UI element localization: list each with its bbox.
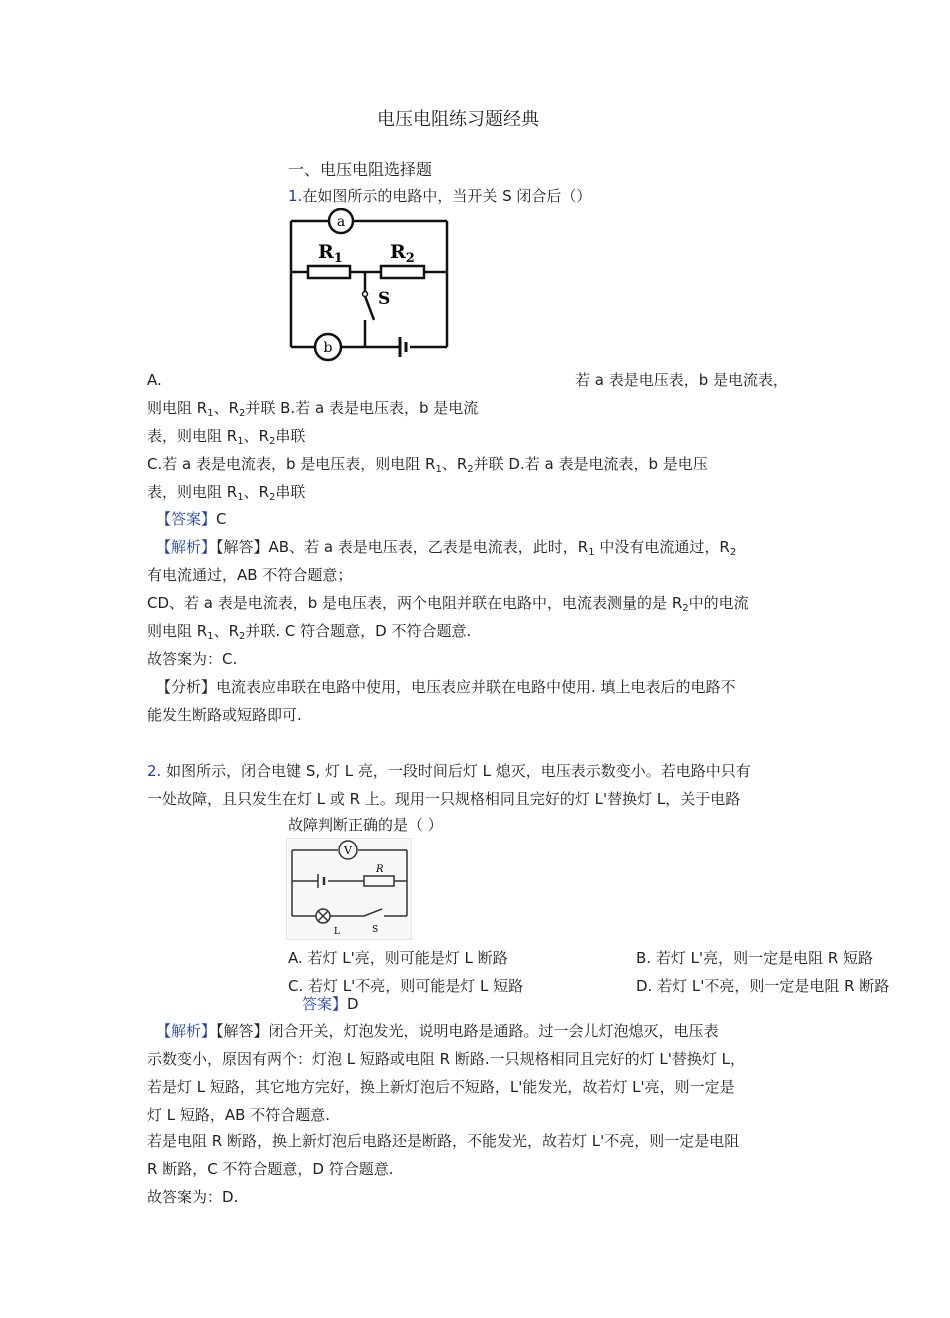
q1-option-line-2: 则电阻 $R_1$、$R_2$并联 B.若 a 表是电压表，b 是电流 xyxy=(147,399,479,419)
q2-option-b: B. 若灯 L'亮，则一定是电阻 R 短路 xyxy=(636,949,874,967)
q1-r1-label: $R_1$ xyxy=(318,241,343,266)
q1-answer xyxy=(156,509,227,529)
q1-stem-text: 在如图所示的电路中，当开关 S 闭合后（） xyxy=(302,187,592,205)
q1-answer-tag: 【答案】 xyxy=(156,510,217,528)
q1-r2-label: $R_2$ xyxy=(390,241,415,266)
q1-number: 1. xyxy=(288,187,303,205)
q2-option-a: A. 若灯 L'亮，则可能是灯 L 断路 xyxy=(288,949,508,967)
q2-resistor-label: R xyxy=(376,864,384,875)
q2-stem-line-2: 一处故障，且只发生在灯 L 或 R 上。现用一只规格相同且完好的灯 L'替换灯 L，关于电路 xyxy=(147,790,741,808)
q2-stem-line-3: 故障判断正确的是（ ） xyxy=(288,816,443,834)
q1-option-a-head: A. xyxy=(147,371,162,389)
q2-analysis-line-5: 若是电阻 R 断路，换上新灯泡后电路还是断路，不能发光，故若灯 L'不亮，则一定是电阻 xyxy=(147,1132,740,1150)
q1-circuit-diagram xyxy=(286,208,452,364)
q2-analysis-line-6: R 断路，C 不符合题意，D 符合题意. xyxy=(147,1160,394,1178)
q2-answer-value: D xyxy=(347,995,359,1013)
q2-option-c: C. 若灯 L'不亮，则可能是灯 L 短路 xyxy=(288,977,524,995)
q2-circuit-diagram xyxy=(286,838,412,940)
q1-analysis-line-1: 【解析】【解答】AB、若 a 表是电压表，乙表是电流表，此时，$R_1$ 中没有电流通过，$R_2$ xyxy=(156,538,737,558)
q1-switch-label: S xyxy=(378,289,391,309)
q2-analysis-line-3: 若是灯 L 短路，其它地方完好，换上新灯泡后不短路，L'能发光，故若灯 L'亮，则一定是 xyxy=(147,1078,735,1096)
q1-stem xyxy=(288,186,591,206)
q2-stem-line-1: 2. 如图所示，闭合电键 S, 灯 L 亮，一段时间后灯 L 熄灭，电压表示数变小。若电路中只有 xyxy=(147,762,751,780)
q1-summary-line-2: 能发生断路或短路即可. xyxy=(147,706,302,724)
q1-summary-line-1: 【分析】电流表应串联在电路中使用，电压表应并联在电路中使用. 填上电表后的电路不 xyxy=(156,678,736,696)
q2-switch-label: S xyxy=(372,925,379,935)
q1-option-line-5: 表，则电阻 $R_1$、$R_2$串联 xyxy=(147,483,306,503)
q1-option-a-text: 若 a 表是电压表，b 是电流表， xyxy=(575,371,789,389)
q2-analysis-line-1: 【解析】【解答】闭合开关，灯泡发光，说明电路是通路。过一会儿灯泡熄灭，电压表 xyxy=(156,1022,719,1040)
document-title: 电压电阻练习题经典 xyxy=(377,109,539,130)
q1-analysis-line-4: 则电阻 $R_1$、$R_2$并联. C 符合题意，D 不符合题意. xyxy=(147,622,472,642)
q1-meter-a-label: a xyxy=(336,214,346,230)
q1-option-line-3: 表，则电阻 $R_1$、$R_2$串联 xyxy=(147,427,306,447)
q2-analysis-line-2: 示数变小，原因有两个：灯泡 L 短路或电阻 R 断路.一只规格相同且完好的灯 L'替换灯 L， xyxy=(147,1050,745,1068)
q2-analysis-line-4: 灯 L 短路，AB 不符合题意. xyxy=(147,1106,330,1124)
q2-answer xyxy=(302,994,359,1014)
q1-analysis-line-2: 有电流通过，AB 不符合题意； xyxy=(147,566,353,584)
q1-meter-b-label: b xyxy=(323,340,333,356)
q2-option-d: D. 若灯 L'不亮，则一定是电阻 R 断路 xyxy=(636,977,890,995)
q1-analysis-line-3: CD、若 a 表是电流表，b 是电压表，两个电阻并联在电路中，电流表测量的是 $R_2$中的电流 xyxy=(147,594,749,614)
q1-option-line-4: C.若 a 表是电流表，b 是电压表，则电阻 $R_1$、$R_2$并联 D.若 a 表是电流表，b 是电压 xyxy=(147,455,708,475)
q2-analysis-tag: 【解析】 xyxy=(156,1022,217,1040)
q2-final-answer: 故答案为：D. xyxy=(147,1188,239,1206)
q1-answer-value: C xyxy=(216,510,227,528)
q2-voltmeter-label: V xyxy=(344,844,352,857)
q1-final-answer: 故答案为：C. xyxy=(147,650,238,668)
q2-answer-tag: 答案】 xyxy=(302,995,348,1013)
section-heading: 一、电压电阻选择题 xyxy=(288,160,433,179)
q1-analysis-tag: 【解析】 xyxy=(156,538,217,556)
q2-lamp-label: L xyxy=(334,927,340,937)
q2-number: 2. xyxy=(147,762,162,780)
